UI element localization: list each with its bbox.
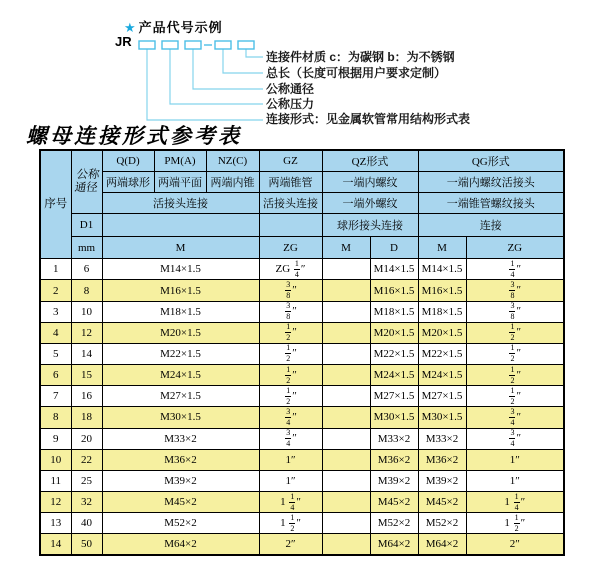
header-qz-d: D — [370, 237, 418, 259]
header-qg-sub: 一端内螺纹活接头 — [418, 171, 564, 192]
cell-gz: $\frac{1}{2}$ ″ — [259, 343, 322, 364]
cell-qz-d: M52×2 — [370, 513, 418, 534]
header-seq — [40, 150, 71, 259]
table-row — [40, 322, 564, 343]
cell-qg-m: M52×2 — [418, 513, 466, 534]
header-qz-sub: 一端内螺纹 — [322, 171, 418, 192]
cell-no: 13 — [40, 513, 71, 534]
table-row — [40, 428, 564, 449]
table-row — [40, 343, 564, 364]
cell-qg-m: M20×1.5 — [418, 322, 466, 343]
cell-qz-d: M45×2 — [370, 492, 418, 513]
header-m-merged: M — [102, 237, 259, 259]
cell-qg-zg: $\frac{3}{4}$ ″ — [466, 407, 564, 428]
callout-material: 连接件材质 c：为碳钢 b：为不锈钢 — [266, 50, 455, 64]
cell-no: 9 — [40, 428, 71, 449]
cell-qz-d: M16×1.5 — [370, 280, 418, 301]
cell-qz-d: M24×1.5 — [370, 365, 418, 386]
cell-qg-m: M36×2 — [418, 449, 466, 470]
table-row — [40, 513, 564, 534]
cell-qg-m: M27×1.5 — [418, 386, 466, 407]
cell-qg-m: M18×1.5 — [418, 301, 466, 322]
cell-dn: 14 — [71, 343, 102, 364]
cell-gz: $\frac{3}{8}$ ″ — [259, 301, 322, 322]
cell-qg-zg: 1 $\frac{1}{4}$ ″ — [466, 492, 564, 513]
header-gz: GZ — [259, 150, 322, 171]
cell-dn: 6 — [71, 259, 102, 280]
header-row-5 — [40, 237, 564, 259]
header-qz-ext: 一端外螺纹 — [322, 192, 418, 213]
cell-gz: 1 $\frac{1}{2}$ ″ — [259, 513, 322, 534]
cell-gz: ZG $\frac{1}{4}$ ″ — [259, 259, 322, 280]
cell-no: 3 — [40, 301, 71, 322]
cell-qz-d: M64×2 — [370, 534, 418, 555]
dn-label: 公称通径 — [73, 168, 100, 194]
cell-qg-zg: $\frac{3}{4}$ ″ — [466, 428, 564, 449]
header-qz: QZ形式 — [322, 150, 418, 171]
header-dn — [71, 150, 102, 213]
table-row — [40, 470, 564, 491]
header-empty-2 — [259, 213, 322, 236]
table-row — [40, 365, 564, 386]
header-row-1 — [40, 150, 564, 171]
cell-qg-zg: $\frac{3}{8}$ ″ — [466, 280, 564, 301]
cell-qg-zg: 1″ — [466, 449, 564, 470]
cell-qg-zg: 1 $\frac{1}{2}$ ″ — [466, 513, 564, 534]
cell-m: M64×2 — [102, 534, 259, 555]
cell-m: M20×1.5 — [102, 322, 259, 343]
cell-qz-m — [322, 301, 370, 322]
header-qd: Q(D) — [102, 150, 154, 171]
cell-m: M30×1.5 — [102, 407, 259, 428]
table-title: 螺母连接形式参考表 — [26, 124, 242, 148]
cell-qg-m: M45×2 — [418, 492, 466, 513]
cell-dn: 12 — [71, 322, 102, 343]
header-qg-zg: ZG — [466, 237, 564, 259]
cell-no: 11 — [40, 470, 71, 491]
cell-qz-d: M36×2 — [370, 449, 418, 470]
header-pm: PM(A) — [154, 150, 206, 171]
cell-gz: 1″ — [259, 449, 322, 470]
cell-qz-m — [322, 259, 370, 280]
cell-m: M45×2 — [102, 492, 259, 513]
header-row-2 — [40, 171, 564, 192]
star-icon: ★ — [124, 20, 137, 35]
cell-qz-m — [322, 428, 370, 449]
cell-qg-m: M30×1.5 — [418, 407, 466, 428]
cell-gz: $\frac{1}{2}$ ″ — [259, 365, 322, 386]
cell-qz-d: M39×2 — [370, 470, 418, 491]
cell-dn: 8 — [71, 280, 102, 301]
cell-m: M14×1.5 — [102, 259, 259, 280]
diagram-title-text: 产品代号示例 — [138, 20, 223, 35]
header-qz-ball: 球形接头连接 — [322, 213, 418, 236]
callout-pressure: 公称压力 — [266, 97, 315, 111]
cell-dn: 15 — [71, 365, 102, 386]
cell-no: 5 — [40, 343, 71, 364]
code-box-2 — [162, 41, 178, 49]
cell-m: M27×1.5 — [102, 386, 259, 407]
cell-gz: 1 $\frac{1}{4}$ ″ — [259, 492, 322, 513]
cell-dn: 20 — [71, 428, 102, 449]
cell-dn: 50 — [71, 534, 102, 555]
header-mm: mm — [71, 237, 102, 259]
cell-dn: 16 — [71, 386, 102, 407]
cell-dn: 25 — [71, 470, 102, 491]
header-zg-gz: ZG — [259, 237, 322, 259]
cell-qz-m — [322, 407, 370, 428]
cell-m: M18×1.5 — [102, 301, 259, 322]
cell-qz-m — [322, 365, 370, 386]
header-d1: D1 — [71, 213, 102, 236]
header-qg: QG形式 — [418, 150, 564, 171]
header-nz-sub: 两端内锥 — [206, 171, 259, 192]
cell-qz-m — [322, 280, 370, 301]
cell-qg-zg: $\frac{3}{8}$ ″ — [466, 301, 564, 322]
cell-qg-m: M22×1.5 — [418, 343, 466, 364]
cell-no: 10 — [40, 449, 71, 470]
cell-m: M36×2 — [102, 449, 259, 470]
cell-qz-m — [322, 513, 370, 534]
header-gz-sub: 两端锥管 — [259, 171, 322, 192]
table-row — [40, 386, 564, 407]
table-row — [40, 407, 564, 428]
cell-qz-d: M30×1.5 — [370, 407, 418, 428]
header-row-3 — [40, 192, 564, 213]
cell-no: 8 — [40, 407, 71, 428]
header-qz-m: M — [322, 237, 370, 259]
table-row — [40, 449, 564, 470]
cell-qg-m: M33×2 — [418, 428, 466, 449]
cell-qz-m — [322, 343, 370, 364]
cell-qg-zg: 2″ — [466, 534, 564, 555]
cell-qg-m: M24×1.5 — [418, 365, 466, 386]
header-qg-taper: 一端锥管螺纹接头 — [418, 192, 564, 213]
code-box-4 — [215, 41, 231, 49]
callout-diameter: 公称通径 — [266, 82, 315, 96]
cell-m: M16×1.5 — [102, 280, 259, 301]
cell-qg-m: M16×1.5 — [418, 280, 466, 301]
product-code-prefix: JR — [115, 34, 132, 49]
cell-qg-m: M39×2 — [418, 470, 466, 491]
code-box-3 — [185, 41, 201, 49]
cell-no: 6 — [40, 365, 71, 386]
cell-qg-zg: 1″ — [466, 470, 564, 491]
callout-length: 总长（长度可根据用户要求定制） — [266, 66, 447, 80]
table-row — [40, 492, 564, 513]
nut-connection-table — [39, 149, 565, 556]
cell-m: M52×2 — [102, 513, 259, 534]
cell-dn: 32 — [71, 492, 102, 513]
cell-gz: $\frac{3}{4}$ ″ — [259, 428, 322, 449]
cell-gz: $\frac{1}{2}$ ″ — [259, 322, 322, 343]
cell-qg-m: M14×1.5 — [418, 259, 466, 280]
cell-no: 7 — [40, 386, 71, 407]
header-union-conn: 活接头连接 — [102, 192, 259, 213]
cell-qg-zg: $\frac{1}{2}$ ″ — [466, 365, 564, 386]
code-box-5 — [238, 41, 254, 49]
cell-qz-m — [322, 322, 370, 343]
cell-qz-d: M18×1.5 — [370, 301, 418, 322]
cell-qg-m: M64×2 — [418, 534, 466, 555]
header-pm-sub: 两端平面 — [154, 171, 206, 192]
header-empty-1 — [102, 213, 259, 236]
cell-dn: 40 — [71, 513, 102, 534]
header-gz-union: 活接头连接 — [259, 192, 322, 213]
cell-qg-zg: $\frac{1}{2}$ ″ — [466, 322, 564, 343]
header-qg-conn: 连接 — [418, 213, 564, 236]
cell-no: 14 — [40, 534, 71, 555]
cell-qg-zg: $\frac{1}{4}$ ″ — [466, 259, 564, 280]
cell-gz: 1″ — [259, 470, 322, 491]
cell-qz-d: M20×1.5 — [370, 322, 418, 343]
cell-qg-zg: $\frac{1}{2}$ ″ — [466, 386, 564, 407]
cell-dn: 18 — [71, 407, 102, 428]
header-nz: NZ(C) — [206, 150, 259, 171]
cell-qz-d: M27×1.5 — [370, 386, 418, 407]
cell-qz-m — [322, 449, 370, 470]
seq-label: 序号 — [44, 198, 68, 211]
cell-qz-d: M33×2 — [370, 428, 418, 449]
cell-gz: 2″ — [259, 534, 322, 555]
cell-qz-m — [322, 470, 370, 491]
table-row — [40, 301, 564, 322]
cell-qz-m — [322, 534, 370, 555]
cell-m: M22×1.5 — [102, 343, 259, 364]
cell-dn: 10 — [71, 301, 102, 322]
cell-qz-d: M22×1.5 — [370, 343, 418, 364]
header-qd-sub: 两端球形 — [102, 171, 154, 192]
cell-gz: $\frac{3}{8}$ ″ — [259, 280, 322, 301]
cell-dn: 22 — [71, 449, 102, 470]
callout-connection: 连接形式：见金属软管常用结构形式表 — [266, 112, 471, 126]
cell-m: M39×2 — [102, 470, 259, 491]
table-row — [40, 534, 564, 555]
cell-no: 12 — [40, 492, 71, 513]
code-box-1 — [139, 41, 155, 49]
diagram-title — [124, 17, 223, 36]
table-row — [40, 259, 564, 280]
cell-no: 2 — [40, 280, 71, 301]
cell-qg-zg: $\frac{1}{2}$ ″ — [466, 343, 564, 364]
cell-qz-m — [322, 492, 370, 513]
cell-no: 4 — [40, 322, 71, 343]
cell-no: 1 — [40, 259, 71, 280]
header-qg-m: M — [418, 237, 466, 259]
cell-m: M24×1.5 — [102, 365, 259, 386]
cell-qz-m — [322, 386, 370, 407]
cell-qz-d: M14×1.5 — [370, 259, 418, 280]
table-row — [40, 280, 564, 301]
cell-gz: $\frac{3}{4}$ ″ — [259, 407, 322, 428]
cell-m: M33×2 — [102, 428, 259, 449]
cell-gz: $\frac{1}{2}$ ″ — [259, 386, 322, 407]
header-row-4 — [40, 213, 564, 236]
